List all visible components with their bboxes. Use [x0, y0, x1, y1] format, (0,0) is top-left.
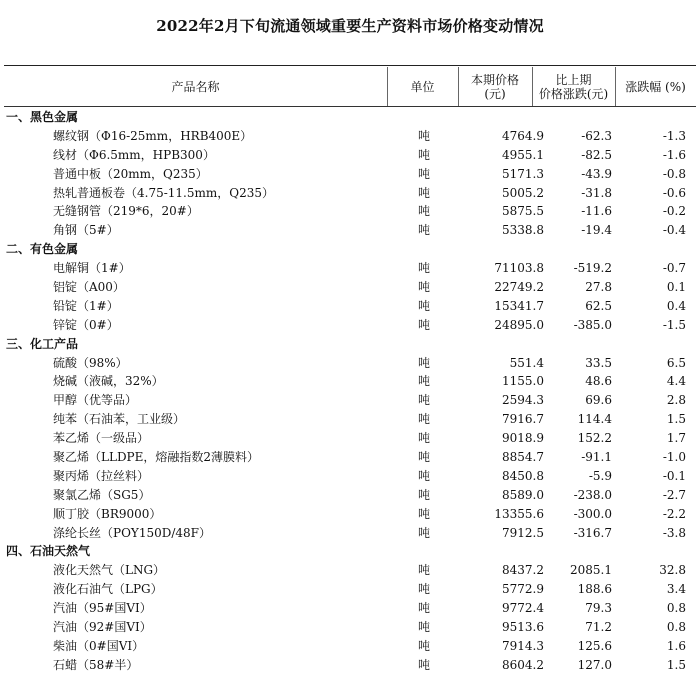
table-row — [4, 391, 696, 410]
unit-cell: 吨 — [417, 223, 430, 238]
table-row — [4, 637, 696, 656]
table-row — [4, 184, 696, 203]
table-row — [4, 524, 696, 543]
unit-cell: 吨 — [417, 374, 430, 389]
product-name: 无缝钢管（219*6，20#） — [53, 204, 199, 219]
product-name: 锌锭（0#） — [53, 317, 119, 332]
change-cell: 127.0 — [577, 657, 612, 672]
product-name: 烧碱（液碱，32%） — [53, 374, 164, 389]
unit-cell: 吨 — [417, 147, 430, 162]
table-row — [4, 127, 696, 146]
category-name: 二、有色金属 — [6, 242, 79, 257]
table-row — [4, 372, 696, 391]
pct-cell: -0.4 — [662, 223, 686, 238]
price-cell: 8604.2 — [502, 657, 544, 672]
pct-cell: 0.1 — [666, 280, 686, 295]
pct-cell: -0.1 — [662, 468, 686, 483]
table-row — [4, 505, 696, 524]
change-cell: -82.5 — [581, 147, 612, 162]
unit-cell: 吨 — [417, 563, 430, 578]
header-pct-label: 涨跌幅 (%) — [625, 79, 686, 94]
unit-cell: 吨 — [417, 468, 430, 483]
unit-cell: 吨 — [417, 298, 430, 313]
price-cell: 8437.2 — [502, 563, 544, 578]
change-cell: 69.6 — [585, 393, 612, 408]
pct-cell: 3.4 — [666, 582, 686, 597]
price-cell: 9772.4 — [502, 601, 544, 616]
price-cell: 7912.5 — [502, 525, 544, 540]
change-cell: 33.5 — [585, 355, 612, 370]
header-unit — [387, 67, 458, 106]
product-name: 热轧普通板卷（4.75-11.5mm，Q235） — [53, 185, 274, 200]
product-name: 铝锭（A00） — [53, 280, 125, 295]
product-name: 聚氯乙烯（SG5） — [53, 487, 151, 502]
category-row — [4, 108, 696, 127]
change-cell: 114.4 — [577, 412, 612, 427]
change-cell: 79.3 — [585, 601, 612, 616]
change-cell: -519.2 — [573, 261, 612, 276]
pct-cell: 0.4 — [666, 298, 686, 313]
change-cell: -385.0 — [573, 317, 612, 332]
unit-cell: 吨 — [417, 412, 430, 427]
pct-cell: -0.2 — [662, 204, 686, 219]
price-cell: 71103.8 — [494, 261, 544, 276]
table-row — [4, 580, 696, 599]
change-cell: 125.6 — [577, 638, 612, 653]
unit-cell: 吨 — [417, 601, 430, 616]
page-title: 2022年2月下旬流通领域重要生产资料市场价格变动情况 — [156, 17, 544, 35]
price-cell: 13355.6 — [494, 506, 544, 521]
product-name: 角钢（5#） — [53, 223, 119, 238]
unit-cell: 吨 — [417, 506, 430, 521]
table-row — [4, 467, 696, 486]
table-body — [4, 108, 696, 675]
table-row — [4, 429, 696, 448]
price-cell: 4764.9 — [502, 128, 544, 143]
unit-cell: 吨 — [417, 128, 430, 143]
product-name: 聚乙烯（LLDPE，熔融指数2薄膜料） — [53, 450, 260, 465]
product-name: 纯苯（石油苯，工业级） — [53, 412, 186, 427]
header-product — [4, 67, 387, 106]
product-name: 螺纹钢（Φ16-25mm，HRB400E） — [53, 128, 253, 143]
unit-cell: 吨 — [417, 185, 430, 200]
change-cell: -19.4 — [581, 223, 612, 238]
price-cell: 8450.8 — [502, 468, 544, 483]
price-cell: 5338.8 — [502, 223, 544, 238]
header-change — [532, 67, 615, 106]
change-cell: -316.7 — [573, 525, 612, 540]
price-cell: 8589.0 — [502, 487, 544, 502]
product-name: 苯乙烯（一级品） — [53, 431, 150, 446]
pct-cell: 32.8 — [659, 563, 686, 578]
product-name: 聚丙烯（拉丝料） — [53, 468, 150, 483]
product-name: 线材（Φ6.5mm，HPB300） — [53, 147, 215, 162]
table-row — [4, 165, 696, 184]
pct-cell: 2.8 — [666, 393, 686, 408]
product-name: 石蜡（58#半） — [53, 657, 139, 672]
unit-cell: 吨 — [417, 280, 430, 295]
change-cell: -300.0 — [573, 506, 612, 521]
price-cell: 7914.3 — [502, 638, 544, 653]
price-cell: 7916.7 — [502, 412, 544, 427]
price-cell: 5171.3 — [502, 166, 544, 181]
table-top-rule — [4, 65, 696, 66]
unit-cell: 吨 — [417, 166, 430, 181]
price-cell: 15341.7 — [494, 298, 544, 313]
table-row — [4, 486, 696, 505]
price-cell: 551.4 — [509, 355, 544, 370]
unit-cell: 吨 — [417, 487, 430, 502]
product-name: 电解铜（1#） — [53, 261, 131, 276]
table-row — [4, 221, 696, 240]
unit-cell: 吨 — [417, 620, 430, 635]
pct-cell: 1.5 — [666, 412, 686, 427]
unit-cell: 吨 — [417, 431, 430, 446]
header-price-line1: 本期价格 — [470, 72, 519, 87]
pct-cell: -2.2 — [662, 506, 686, 521]
pct-cell: -3.8 — [662, 525, 686, 540]
change-cell: -43.9 — [581, 166, 612, 181]
pct-cell: -1.5 — [662, 317, 686, 332]
category-row — [4, 542, 696, 561]
product-name: 铅锭（1#） — [53, 298, 119, 313]
pct-cell: 4.4 — [666, 374, 686, 389]
change-cell: -238.0 — [573, 487, 612, 502]
change-cell: 48.6 — [585, 374, 612, 389]
pct-cell: -1.6 — [662, 147, 686, 162]
table-row — [4, 278, 696, 297]
unit-cell: 吨 — [417, 582, 430, 597]
product-name: 普通中板（20mm，Q235） — [53, 166, 208, 181]
price-cell: 24895.0 — [494, 317, 544, 332]
price-cell: 1155.0 — [502, 374, 544, 389]
table-row — [4, 599, 696, 618]
header-change-line2: 价格涨跌(元) — [538, 86, 609, 101]
change-cell: 71.2 — [585, 620, 612, 635]
price-cell: 8854.7 — [502, 450, 544, 465]
unit-cell: 吨 — [417, 525, 430, 540]
price-cell: 22749.2 — [494, 280, 544, 295]
change-cell: 62.5 — [585, 298, 612, 313]
product-name: 汽油（95#国VI） — [53, 601, 152, 616]
pct-cell: -2.7 — [662, 487, 686, 502]
change-cell: 152.2 — [577, 431, 612, 446]
header-product-label: 产品名称 — [171, 79, 220, 94]
change-cell: 2085.1 — [570, 563, 612, 578]
price-cell: 9513.6 — [502, 620, 544, 635]
unit-cell: 吨 — [417, 638, 430, 653]
price-cell: 5772.9 — [502, 582, 544, 597]
product-name: 柴油（0#国VI） — [53, 638, 145, 653]
pct-cell: -0.8 — [662, 166, 686, 181]
table-row — [4, 656, 696, 675]
change-cell: -62.3 — [581, 128, 612, 143]
price-cell: 9018.9 — [502, 431, 544, 446]
change-cell: -91.1 — [581, 450, 612, 465]
table-row — [4, 297, 696, 316]
pct-cell: 1.5 — [666, 657, 686, 672]
category-name: 四、石油天然气 — [6, 544, 91, 559]
category-row — [4, 240, 696, 259]
pct-cell: -1.3 — [662, 128, 686, 143]
table-row — [4, 410, 696, 429]
change-cell: -5.9 — [588, 468, 612, 483]
product-name: 汽油（92#国VI） — [53, 620, 152, 635]
change-cell: 27.8 — [585, 280, 612, 295]
product-name: 硫酸（98%） — [53, 355, 128, 370]
header-change-line1: 比上期 — [555, 72, 592, 87]
header-pct — [615, 67, 696, 106]
pct-cell: -1.0 — [662, 450, 686, 465]
unit-cell: 吨 — [417, 204, 430, 219]
category-name: 三、化工产品 — [6, 336, 79, 351]
product-name: 顺丁胶（BR9000） — [53, 506, 162, 521]
unit-cell: 吨 — [417, 657, 430, 672]
table-header — [4, 67, 696, 107]
price-cell: 4955.1 — [502, 147, 544, 162]
table-row — [4, 259, 696, 278]
unit-cell: 吨 — [417, 355, 430, 370]
pct-cell: 6.5 — [666, 355, 686, 370]
change-cell: -11.6 — [581, 204, 612, 219]
table-row — [4, 618, 696, 637]
price-cell: 2594.3 — [502, 393, 544, 408]
change-cell: 188.6 — [577, 582, 612, 597]
category-name: 一、黑色金属 — [6, 110, 79, 124]
category-row — [4, 335, 696, 354]
product-name: 甲醇（优等品） — [53, 393, 138, 408]
price-cell: 5875.5 — [502, 204, 544, 219]
change-cell: -31.8 — [581, 185, 612, 200]
product-name: 涤纶长丝（POY150D/48F） — [53, 525, 211, 540]
table-row — [4, 354, 696, 373]
table-row — [4, 448, 696, 467]
unit-cell: 吨 — [417, 317, 430, 332]
pct-cell: 0.8 — [666, 601, 686, 616]
pct-cell: -0.7 — [662, 261, 686, 276]
table-row — [4, 561, 696, 580]
pct-cell: -0.6 — [662, 185, 686, 200]
table-row — [4, 202, 696, 221]
pct-cell: 1.6 — [666, 638, 686, 653]
header-unit-label: 单位 — [410, 79, 435, 94]
unit-cell: 吨 — [417, 261, 430, 276]
header-price-line2: (元) — [484, 86, 506, 101]
unit-cell: 吨 — [417, 393, 430, 408]
product-name: 液化石油气（LPG） — [53, 582, 163, 597]
product-name: 液化天然气（LNG） — [53, 563, 166, 578]
pct-cell: 1.7 — [666, 431, 686, 446]
unit-cell: 吨 — [417, 450, 430, 465]
table-row — [4, 316, 696, 335]
header-price — [458, 67, 532, 106]
pct-cell: 0.8 — [666, 620, 686, 635]
price-cell: 5005.2 — [502, 185, 544, 200]
table-row — [4, 146, 696, 165]
